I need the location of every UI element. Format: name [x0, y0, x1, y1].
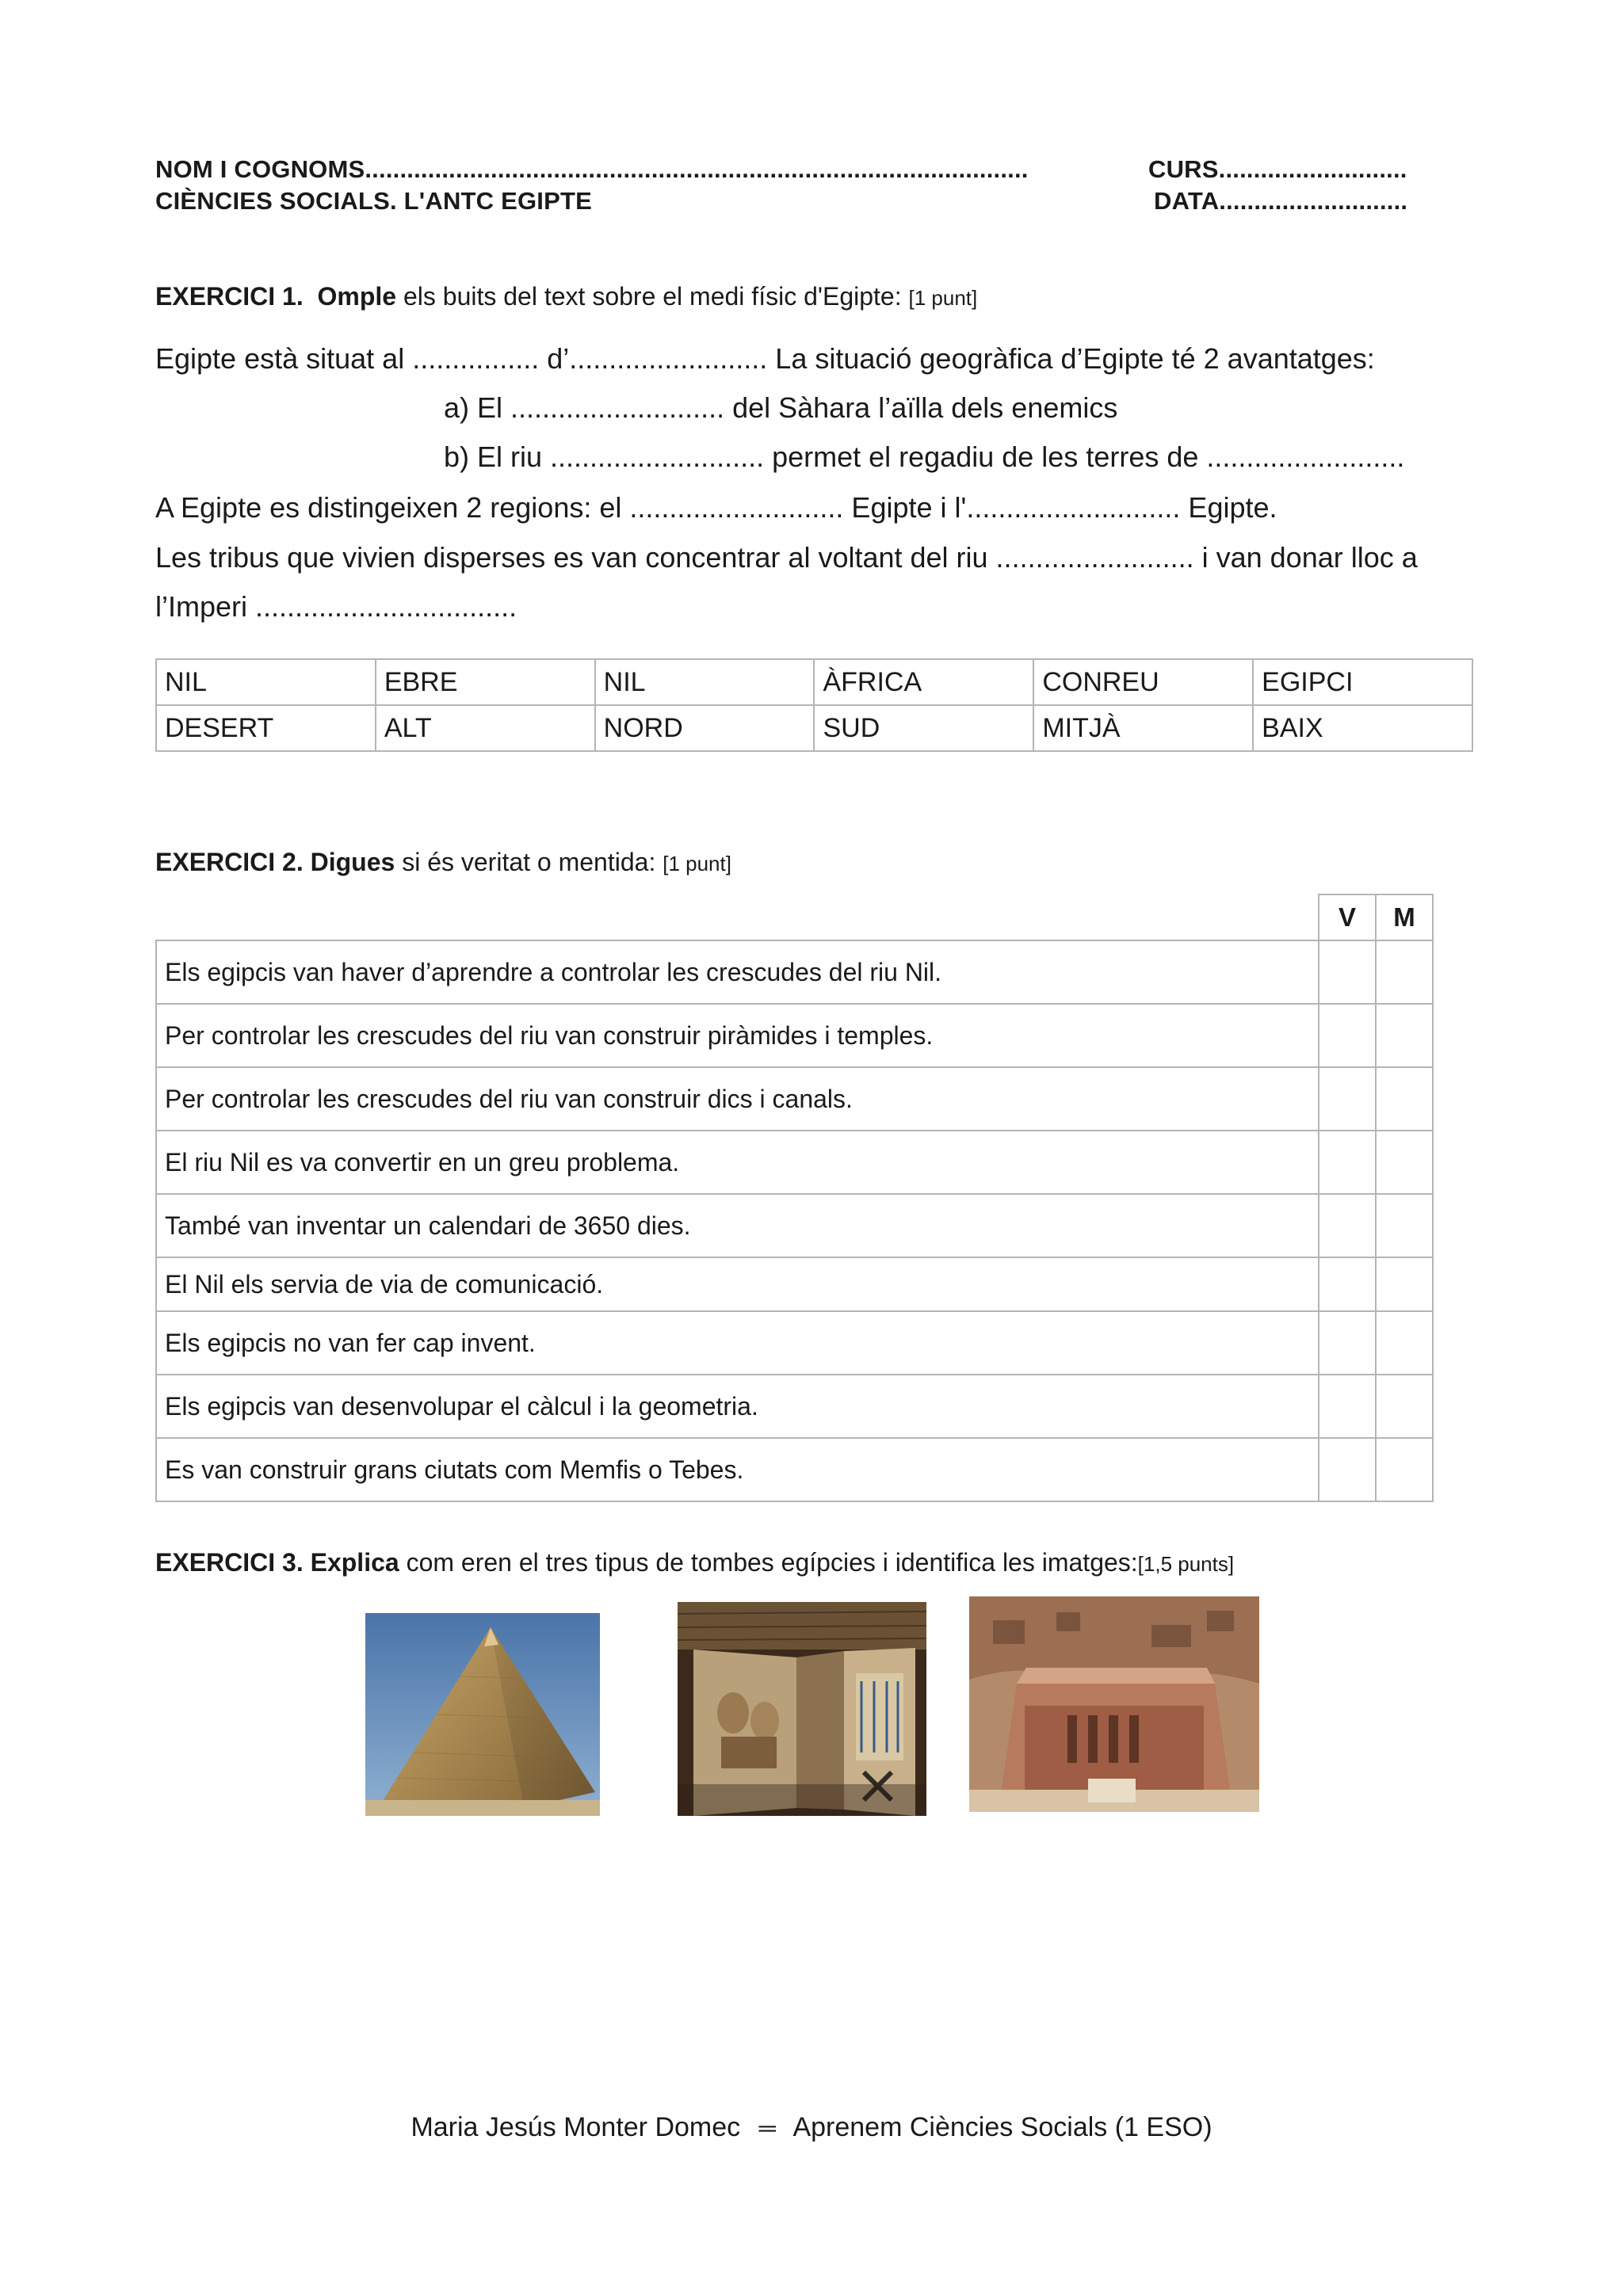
answer-box-false[interactable]	[1376, 1004, 1433, 1067]
fill-line-5: Les tribus que vivien disperses es van concentrar al voltant del riu ......................... i van donar lloc a	[155, 541, 1418, 574]
word-bank-cell: ÀFRICA	[814, 659, 1033, 705]
true-false-table	[155, 894, 1434, 1502]
exercise-3-verb: Explica	[310, 1548, 399, 1577]
table-row	[156, 1375, 1433, 1438]
header-blank-cell	[156, 894, 1319, 940]
exercise-3-instruction: com eren el tres tipus de tombes egípcies i identifica les imatges:	[399, 1548, 1138, 1577]
tomb-interior-image	[678, 1602, 926, 1816]
course-field-label: CURS...........................	[1148, 155, 1407, 183]
answer-box-false[interactable]	[1376, 1375, 1433, 1438]
exercise-3-number: EXERCICI 3.	[155, 1548, 304, 1577]
exercise-1-points: [1 punt]	[908, 286, 978, 310]
answer-box-true[interactable]	[1319, 1067, 1376, 1131]
true-false-header-row	[156, 894, 1433, 940]
table-row	[156, 1131, 1433, 1194]
statement-text: Es van construir grans ciutats com Memfis o Tebes.	[156, 1438, 1319, 1501]
answer-box-true[interactable]	[1319, 1311, 1376, 1375]
exercise-3-points: [1,5 punts]	[1137, 1552, 1235, 1576]
answer-box-false[interactable]	[1376, 1067, 1433, 1131]
answer-box-false[interactable]	[1376, 940, 1433, 1004]
word-bank-cell: EBRE	[376, 659, 595, 705]
word-bank-row	[156, 705, 1472, 751]
word-bank-cell: ALT	[376, 705, 595, 751]
fill-line-4: A Egipte es distingeixen 2 regions: el ........................... Egipte i l'........................... Egipte.	[155, 491, 1277, 524]
statement-text: Els egipcis van haver d’aprendre a controlar les crescudes del riu Nil.	[156, 940, 1319, 1004]
exercise-2-title	[155, 848, 731, 877]
answer-box-true[interactable]	[1319, 1194, 1376, 1257]
pyramid-photo	[365, 1613, 600, 1816]
word-bank-cell: CONREU	[1033, 659, 1253, 705]
name-field-label: NOM I COGNOMS...............................................................................................	[155, 155, 1029, 183]
statement-text: El Nil els servia de via de comunicació.	[156, 1257, 1319, 1311]
statement-text: Els egipcis no van fer cap invent.	[156, 1311, 1319, 1375]
mastaba-image	[969, 1596, 1259, 1812]
word-bank-row	[156, 659, 1472, 705]
word-bank-cell: NIL	[156, 659, 376, 705]
footer-separator: ═	[758, 2115, 776, 2142]
column-header-false: M	[1376, 894, 1433, 940]
word-bank-table	[155, 658, 1473, 752]
page-footer	[0, 2112, 1623, 2143]
exercise-1-number: EXERCICI 1.	[155, 282, 304, 311]
answer-box-false[interactable]	[1376, 1131, 1433, 1194]
word-bank-cell: MITJÀ	[1033, 705, 1253, 751]
statement-text: Per controlar les crescudes del riu van construir piràmides i temples.	[156, 1004, 1319, 1067]
exercise-2-points: [1 punt]	[663, 852, 731, 875]
word-bank-cell: BAIX	[1253, 705, 1472, 751]
answer-box-true[interactable]	[1319, 940, 1376, 1004]
answer-box-false[interactable]	[1376, 1257, 1433, 1311]
table-row	[156, 1311, 1433, 1375]
answer-box-false[interactable]	[1376, 1311, 1433, 1375]
column-header-true: V	[1319, 894, 1376, 940]
word-bank-cell: SUD	[814, 705, 1033, 751]
answer-box-true[interactable]	[1319, 1375, 1376, 1438]
fill-line-6: l’Imperi .................................	[155, 590, 517, 623]
exercise-1-title	[155, 282, 977, 311]
statement-text: El riu Nil es va convertir en un greu problema.	[156, 1131, 1319, 1194]
table-row	[156, 1438, 1433, 1501]
statement-text: També van inventar un calendari de 3650 dies.	[156, 1194, 1319, 1257]
table-row	[156, 940, 1433, 1004]
exercise-1-verb: Omple	[317, 282, 397, 311]
table-row	[156, 1067, 1433, 1131]
mastaba-photo	[969, 1596, 1259, 1812]
pyramid-image	[365, 1613, 600, 1816]
fill-line-1: Egipte està situat al ................ d’......................... La situació geogràfica d’Egipte té 2 avantatges:	[155, 342, 1375, 375]
fill-line-3: b) El riu ........................... permet el regadiu de les terres de .........................	[444, 441, 1405, 473]
answer-box-true[interactable]	[1319, 1257, 1376, 1311]
statement-text: Per controlar les crescudes del riu van construir dics i canals.	[156, 1067, 1319, 1131]
table-row	[156, 1194, 1433, 1257]
answer-box-true[interactable]	[1319, 1131, 1376, 1194]
answer-box-false[interactable]	[1376, 1194, 1433, 1257]
hypogeum-photo	[678, 1602, 926, 1816]
exercise-1-instruction: els buits del text sobre el medi físic d'Egipte:	[396, 282, 902, 311]
word-bank-cell: DESERT	[156, 705, 376, 751]
exercise-2-number: EXERCICI 2.	[155, 848, 304, 876]
fill-line-2: a) El ........................... del Sàhara l’aïlla dels enemics	[444, 391, 1118, 424]
word-bank-cell: EGIPCI	[1253, 659, 1472, 705]
footer-author: Maria Jesús Monter Domec	[411, 2112, 741, 2142]
table-row	[156, 1257, 1433, 1311]
word-bank-cell: NORD	[595, 705, 815, 751]
exercise-2-instruction: si és veritat o mentida:	[395, 848, 656, 876]
subject-title: CIÈNCIES SOCIALS. L'ANTC EGIPTE	[155, 187, 592, 215]
footer-book-title: Aprenem Ciències Socials (1 ESO)	[792, 2112, 1212, 2142]
statement-text: Els egipcis van desenvolupar el càlcul i la geometria.	[156, 1375, 1319, 1438]
answer-box-true[interactable]	[1319, 1004, 1376, 1067]
table-row	[156, 1004, 1433, 1067]
exercise-3-title	[155, 1548, 1234, 1577]
exercise-2-verb: Digues	[310, 848, 395, 876]
answer-box-true[interactable]	[1319, 1438, 1376, 1501]
date-field-label: DATA...........................	[1154, 187, 1408, 215]
word-bank-cell: NIL	[595, 659, 815, 705]
answer-box-false[interactable]	[1376, 1438, 1433, 1501]
